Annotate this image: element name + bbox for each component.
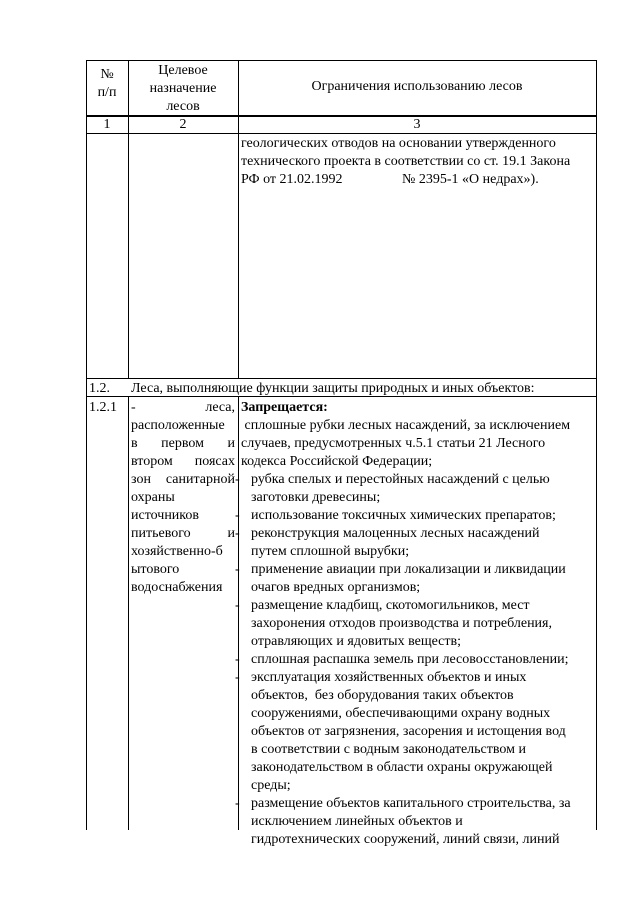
list-item: - эксплуатация хозяйственных объектов и иных объектов, без оборудования таких объектов сооружениями, обеспечивающими охрану водных объектов от загрязнения, засорения и истощения вод в соответствии с водным законодательством и законодательством в области охраны окружающей среды; <box>235 670 566 793</box>
header-col-purpose: Целевое назначение лесов <box>149 63 217 114</box>
list-item: - рубка спелых и перестойных насаждений с целью заготовки древесины; <box>235 472 550 505</box>
list-item: - размещение кладбищ, скотомогильников, мест захоронения отходов производства и потребления, отравляющих и ядовитых веществ; <box>235 598 552 649</box>
row-restrictions: Запрещается: сплошные рубки лесных насаждений, за исключением случаев, предусмотренных ч.5.1 статьи 21 Лесного кодекса Российской Федерации; - рубка спелых и перестойных насаждений с целью заготовки древесины; - использование токсичных химических препаратов; - реконструкция малоценных лесных насаждений путем сплошной вырубки; - применение авиации при локализации и ликвидации очагов вредных организмов; - размещение кладбищ, скотомогильников, мест захоронения отходов производства и потребления, отравляющих и ядовитых веществ; - сплошная распашка земель при лесовосстановлении; - эксплуатация хозяйственных объектов и иных объектов, без оборудования таких объектов сооружениями, обеспечивающими охрану водных объектов от загрязнения, засорения и истощения вод в соответствии с водным законодательством и законодательством в области охраны окружающей среды; - размещение объектов капитального строительства, за исключением линейных объектов и гидротехнических сооружений, линий связи, линий <box>241 399 593 849</box>
forbidden-label: Запрещается: <box>241 400 328 415</box>
restrictions-table <box>86 60 596 847</box>
col-divider-1-lower <box>128 396 129 830</box>
list-item: - размещение объектов капитального строительства, за исключением линейных объектов и гидротехнических сооружений, линий связи, линий <box>235 796 571 847</box>
col-divider-2 <box>238 60 239 378</box>
continuation-row-bottom-line <box>86 378 596 379</box>
section-title: Леса, выполняющие функции защиты природных и иных объектов: <box>131 381 535 396</box>
table-border-left <box>86 60 87 830</box>
header-col-number: № п/п <box>97 67 117 100</box>
table-border-top <box>86 60 596 61</box>
list-item: - использование токсичных химических препаратов; <box>235 508 556 523</box>
numbering-col-2: 2 <box>179 117 187 132</box>
section-number: 1.2. <box>89 381 110 396</box>
list-item: - сплошная распашка земель при лесовосстановлении; <box>235 652 569 667</box>
row-number: 1.2.1 <box>89 400 117 415</box>
list-item: - реконструкция малоценных лесных насаждений путем сплошной вырубки; <box>235 526 540 559</box>
header-col-restrictions: Ограничения использованию лесов <box>311 79 523 94</box>
numbering-col-1: 1 <box>103 117 111 132</box>
numbering-col-3: 3 <box>413 117 421 132</box>
row-purpose: - леса, расположенные в первом и втором поясах зон санитарной охраны источников питьевого и хозяйственно-б ытового водоснабжения <box>131 400 235 595</box>
table-border-right <box>596 60 597 830</box>
list-item: - применение авиации при локализации и ликвидации очагов вредных организмов; <box>235 562 566 595</box>
continuation-text: геологических отводов на основании утвержденного технического проекта в соответствии со ст. 19.1 Закона РФ от 21.02.1992 № 2395-1 «О недрах»). <box>241 136 571 187</box>
